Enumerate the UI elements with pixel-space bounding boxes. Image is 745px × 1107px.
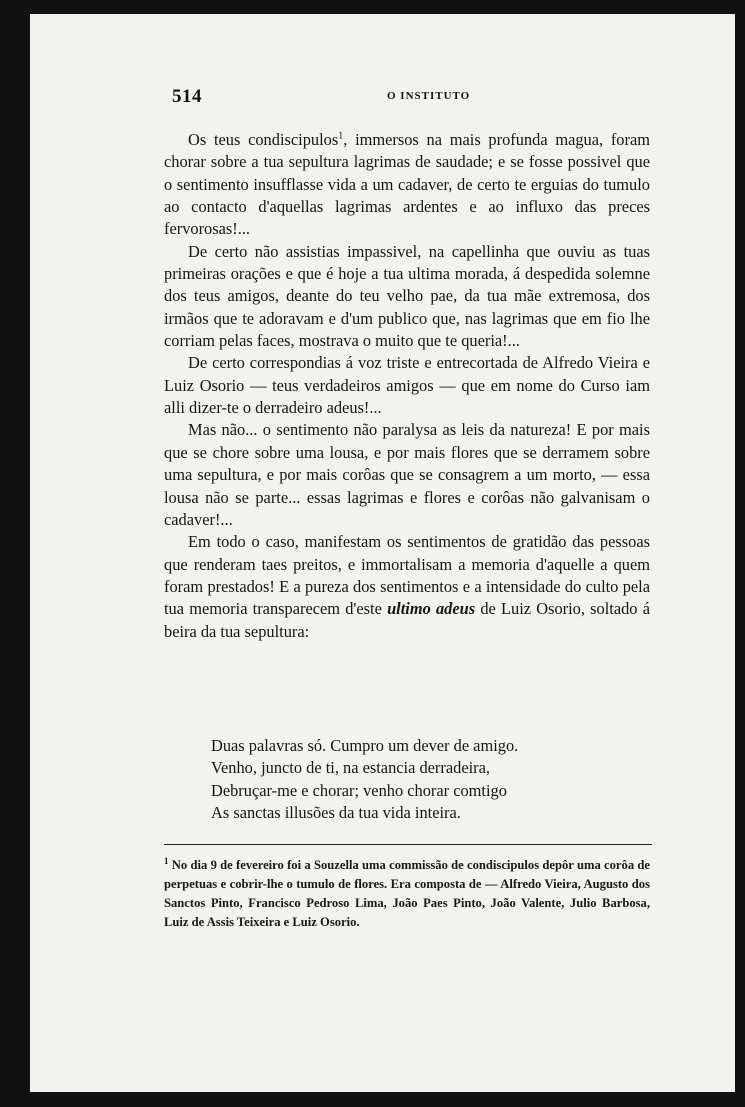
verse-line: As sanctas illusões da tua vida inteira. xyxy=(211,803,461,823)
paragraph-1-rest: , immersos na mais profunda magua, foram chorar sobre a tua sepultura lagrimas de saudade; e se fosse possivel que o sentimento insufflasse vida a um cadaver, de certo te erguias do tumulo ao contacto d'aquellas lagrimas ardentes e ao influxo das preces fervorosas!... xyxy=(164,130,650,239)
verse-line: Debruçar-me e chorar; venho chorar comtigo xyxy=(211,780,507,800)
footnote-divider xyxy=(164,844,652,845)
footnote-reference: 1 xyxy=(338,130,344,142)
body-text xyxy=(164,129,650,643)
paragraph-3: De certo correspondias á voz triste e entrecortada de Alfredo Vieira e Luiz Osorio — teus verdadeiros amigos — que em nome do Curso iam alli dizer-te o derradeiro adeus!... xyxy=(164,353,650,418)
footnote-text: No dia 9 de fevereiro foi a Souzella uma commissão de condiscipulos depôr uma corôa de perpetuas e cobrir-lhe o tumulo de flores. Era composta de — Alfredo Vieira, Augusto dos Sanctos Pinto, Francisco Pedroso Lima, João Paes Pinto, João Valente, Julio Barbosa, Luiz de Assis Teixeira e Luiz Osorio. xyxy=(164,858,650,930)
page-header xyxy=(172,86,692,110)
verse-line: Duas palavras só. Cumpro um dever de amigo. xyxy=(211,736,519,755)
footnote-mark: 1 xyxy=(164,856,169,866)
footnote xyxy=(164,852,650,932)
paragraph-1 xyxy=(164,129,650,241)
paragraph-5 xyxy=(164,531,650,643)
paragraph-4: Mas não... o sentimento não paralysa as leis da natureza! E por mais que se chore sobre uma lousa, e por mais flores que se derramem sobre uma sepultura, e por mais corôas que se consagrem a um morto, — essa lousa não se parte... essas lagrimas e flores e corôas não galvanisam o cadaver!... xyxy=(164,420,650,529)
document-page xyxy=(30,14,735,1092)
paragraph-1-start: Os teus condiscipulos xyxy=(188,130,339,149)
paragraph-5-italic: ultimo adeus xyxy=(387,599,476,619)
paragraph-5-end: de Luiz Osorio, soltado á beira da tua sepultura: xyxy=(164,599,650,641)
paragraph-5-start: Em todo o caso, manifestam os sentimentos de gratidão das pessoas que renderam taes preitos, e immortalisam a memoria d'aquelle a quem foram prestados! E a pureza dos sentimentos e a intensidade do culto pela tua memoria transparecem d'este xyxy=(164,532,650,619)
verse-block xyxy=(211,735,518,825)
running-title: O INSTITUTO xyxy=(387,90,471,102)
page-number: 514 xyxy=(172,86,202,107)
verse-line: Venho, juncto de ti, na estancia derradeira, xyxy=(211,758,490,778)
paragraph-2: De certo não assistias impassivel, na capellinha que ouviu as tuas primeiras orações e que é hoje a tua ultima morada, á despedida solemne dos teus amigos, deante do teu velho pae, da tua mãe extremosa, dos irmãos que te adoravam e d'um publico que, nas lagrimas que em fio lhe corriam pelas faces, mostrava o muito que te queria!... xyxy=(164,241,650,351)
